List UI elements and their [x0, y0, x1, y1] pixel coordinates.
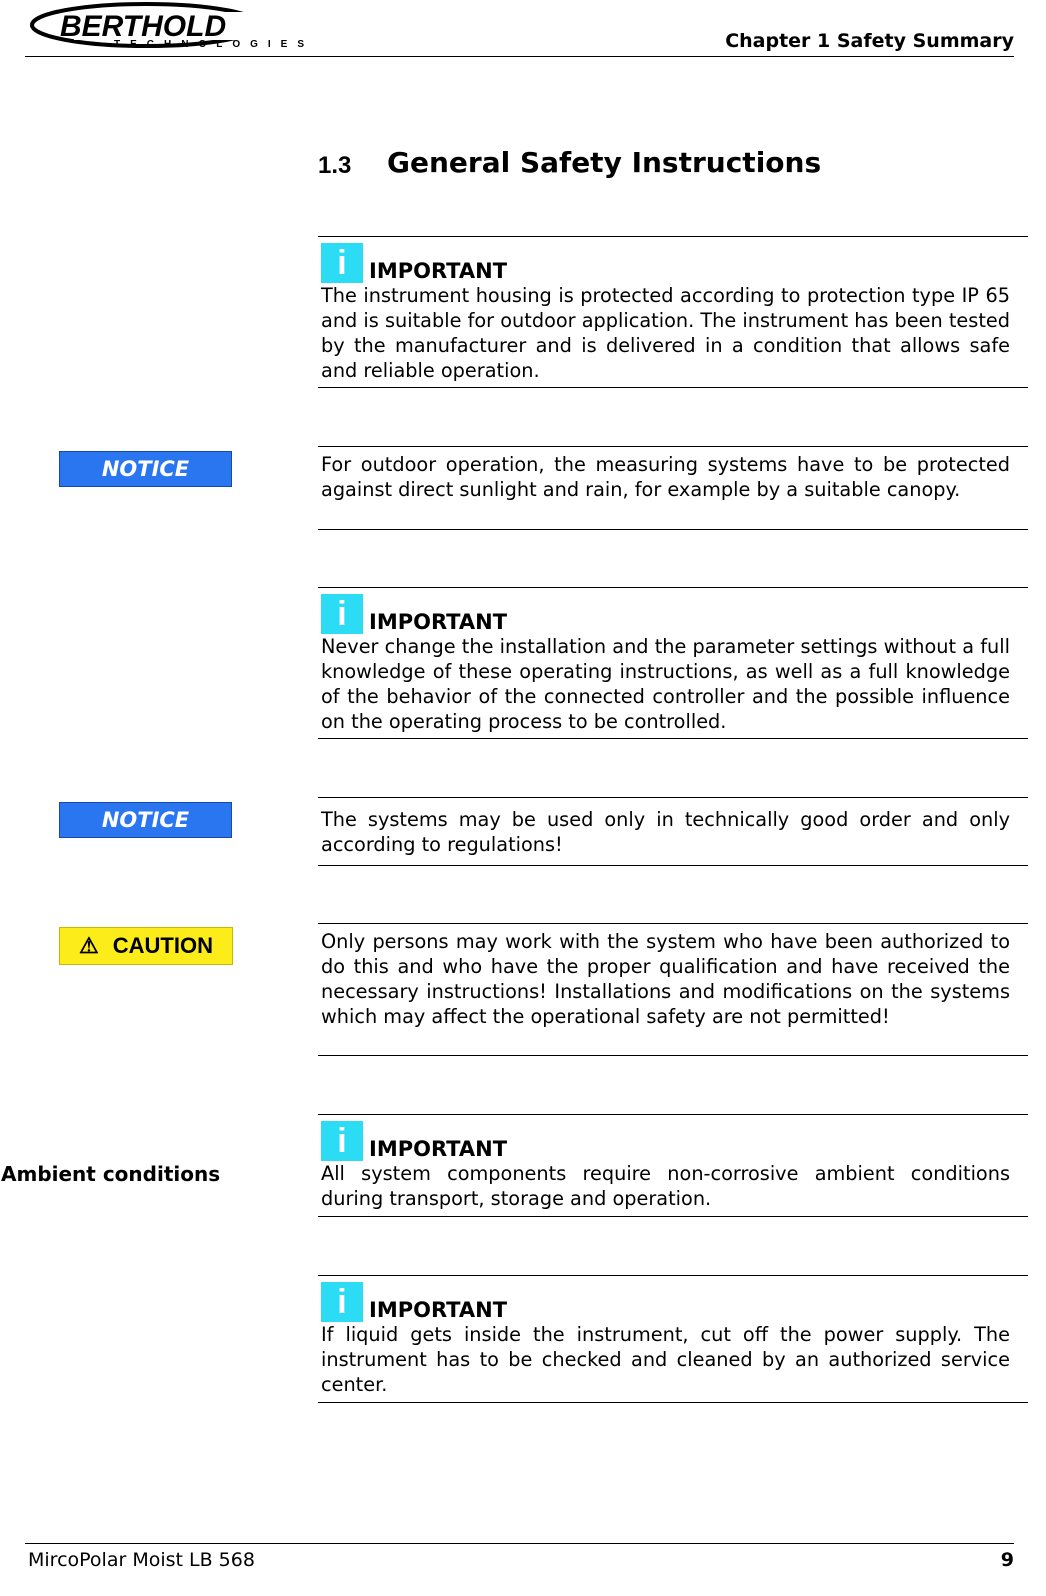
important-text: The instrument housing is protected according to protection type IP 65 and is suitable for outdoor application. The instrument has been tested by the manufacturer and is delivered in a condition that allows safe and reliable operation. [321, 284, 1010, 382]
important-label: IMPORTANT [369, 259, 508, 283]
important-box-3 [318, 1114, 1028, 1217]
notice-badge: NOTICE [59, 802, 232, 838]
caution-text: Only persons may work with the system who have been authorized to do this and who have the proper qualification and have received the necessary instructions! Installations and modifications on the systems which may affect the operational safety are not permitted! [321, 930, 1010, 1028]
important-text: Never change the installation and the parameter settings without a full knowledge of these operating instructions, as well as a full knowledge of the behavior of the connected controller and the possible influence on the operating process to be controlled. [321, 635, 1010, 733]
important-box-1 [318, 236, 1028, 388]
logo-sub: TECHNOLOGIES [114, 39, 315, 50]
important-header [321, 243, 1010, 283]
important-label: IMPORTANT [369, 1137, 508, 1161]
page-number: 9 [1000, 1549, 1014, 1571]
footer-product: MircoPolar Moist LB 568 [28, 1549, 255, 1571]
caution-box [318, 923, 1028, 1056]
notice-text: For outdoor operation, the measuring systems have to be protected against direct sunlight and rain, for example by a suitable canopy. [321, 453, 1010, 501]
notice-box-2 [318, 797, 1028, 866]
important-label: IMPORTANT [369, 610, 508, 634]
warning-triangle-icon: ⚠ [79, 933, 99, 958]
berthold-logo [28, 0, 328, 56]
important-box-2 [318, 587, 1028, 739]
notice-box-1 [318, 446, 1028, 530]
important-header [321, 594, 1010, 634]
info-icon: i [321, 243, 363, 283]
info-icon: i [321, 1282, 363, 1322]
important-header [321, 1121, 1010, 1161]
important-text: All system components require non-corrosive ambient conditions during transport, storage and operation. [321, 1162, 1010, 1210]
chapter-title: Chapter 1 Safety Summary [725, 30, 1014, 52]
notice-text: The systems may be used only in technically good order and only according to regulations! [321, 808, 1010, 856]
section-number: 1.3 [318, 152, 352, 179]
caution-badge [59, 927, 233, 965]
section-title: General Safety Instructions [387, 146, 822, 179]
footer-divider [25, 1543, 1014, 1544]
ambient-conditions-label: Ambient conditions [1, 1162, 221, 1186]
important-label: IMPORTANT [369, 1298, 508, 1322]
logo-name: BERTHOLD [60, 10, 227, 43]
important-box-4 [318, 1275, 1028, 1403]
caution-label: CAUTION [112, 933, 213, 958]
header-divider [25, 56, 1014, 57]
notice-badge: NOTICE [59, 451, 232, 487]
info-icon: i [321, 1121, 363, 1161]
important-header [321, 1282, 1010, 1322]
info-icon: i [321, 594, 363, 634]
important-text: If liquid gets inside the instrument, cut off the power supply. The instrument has to be checked and cleaned by an authorized service center. [321, 1323, 1010, 1396]
